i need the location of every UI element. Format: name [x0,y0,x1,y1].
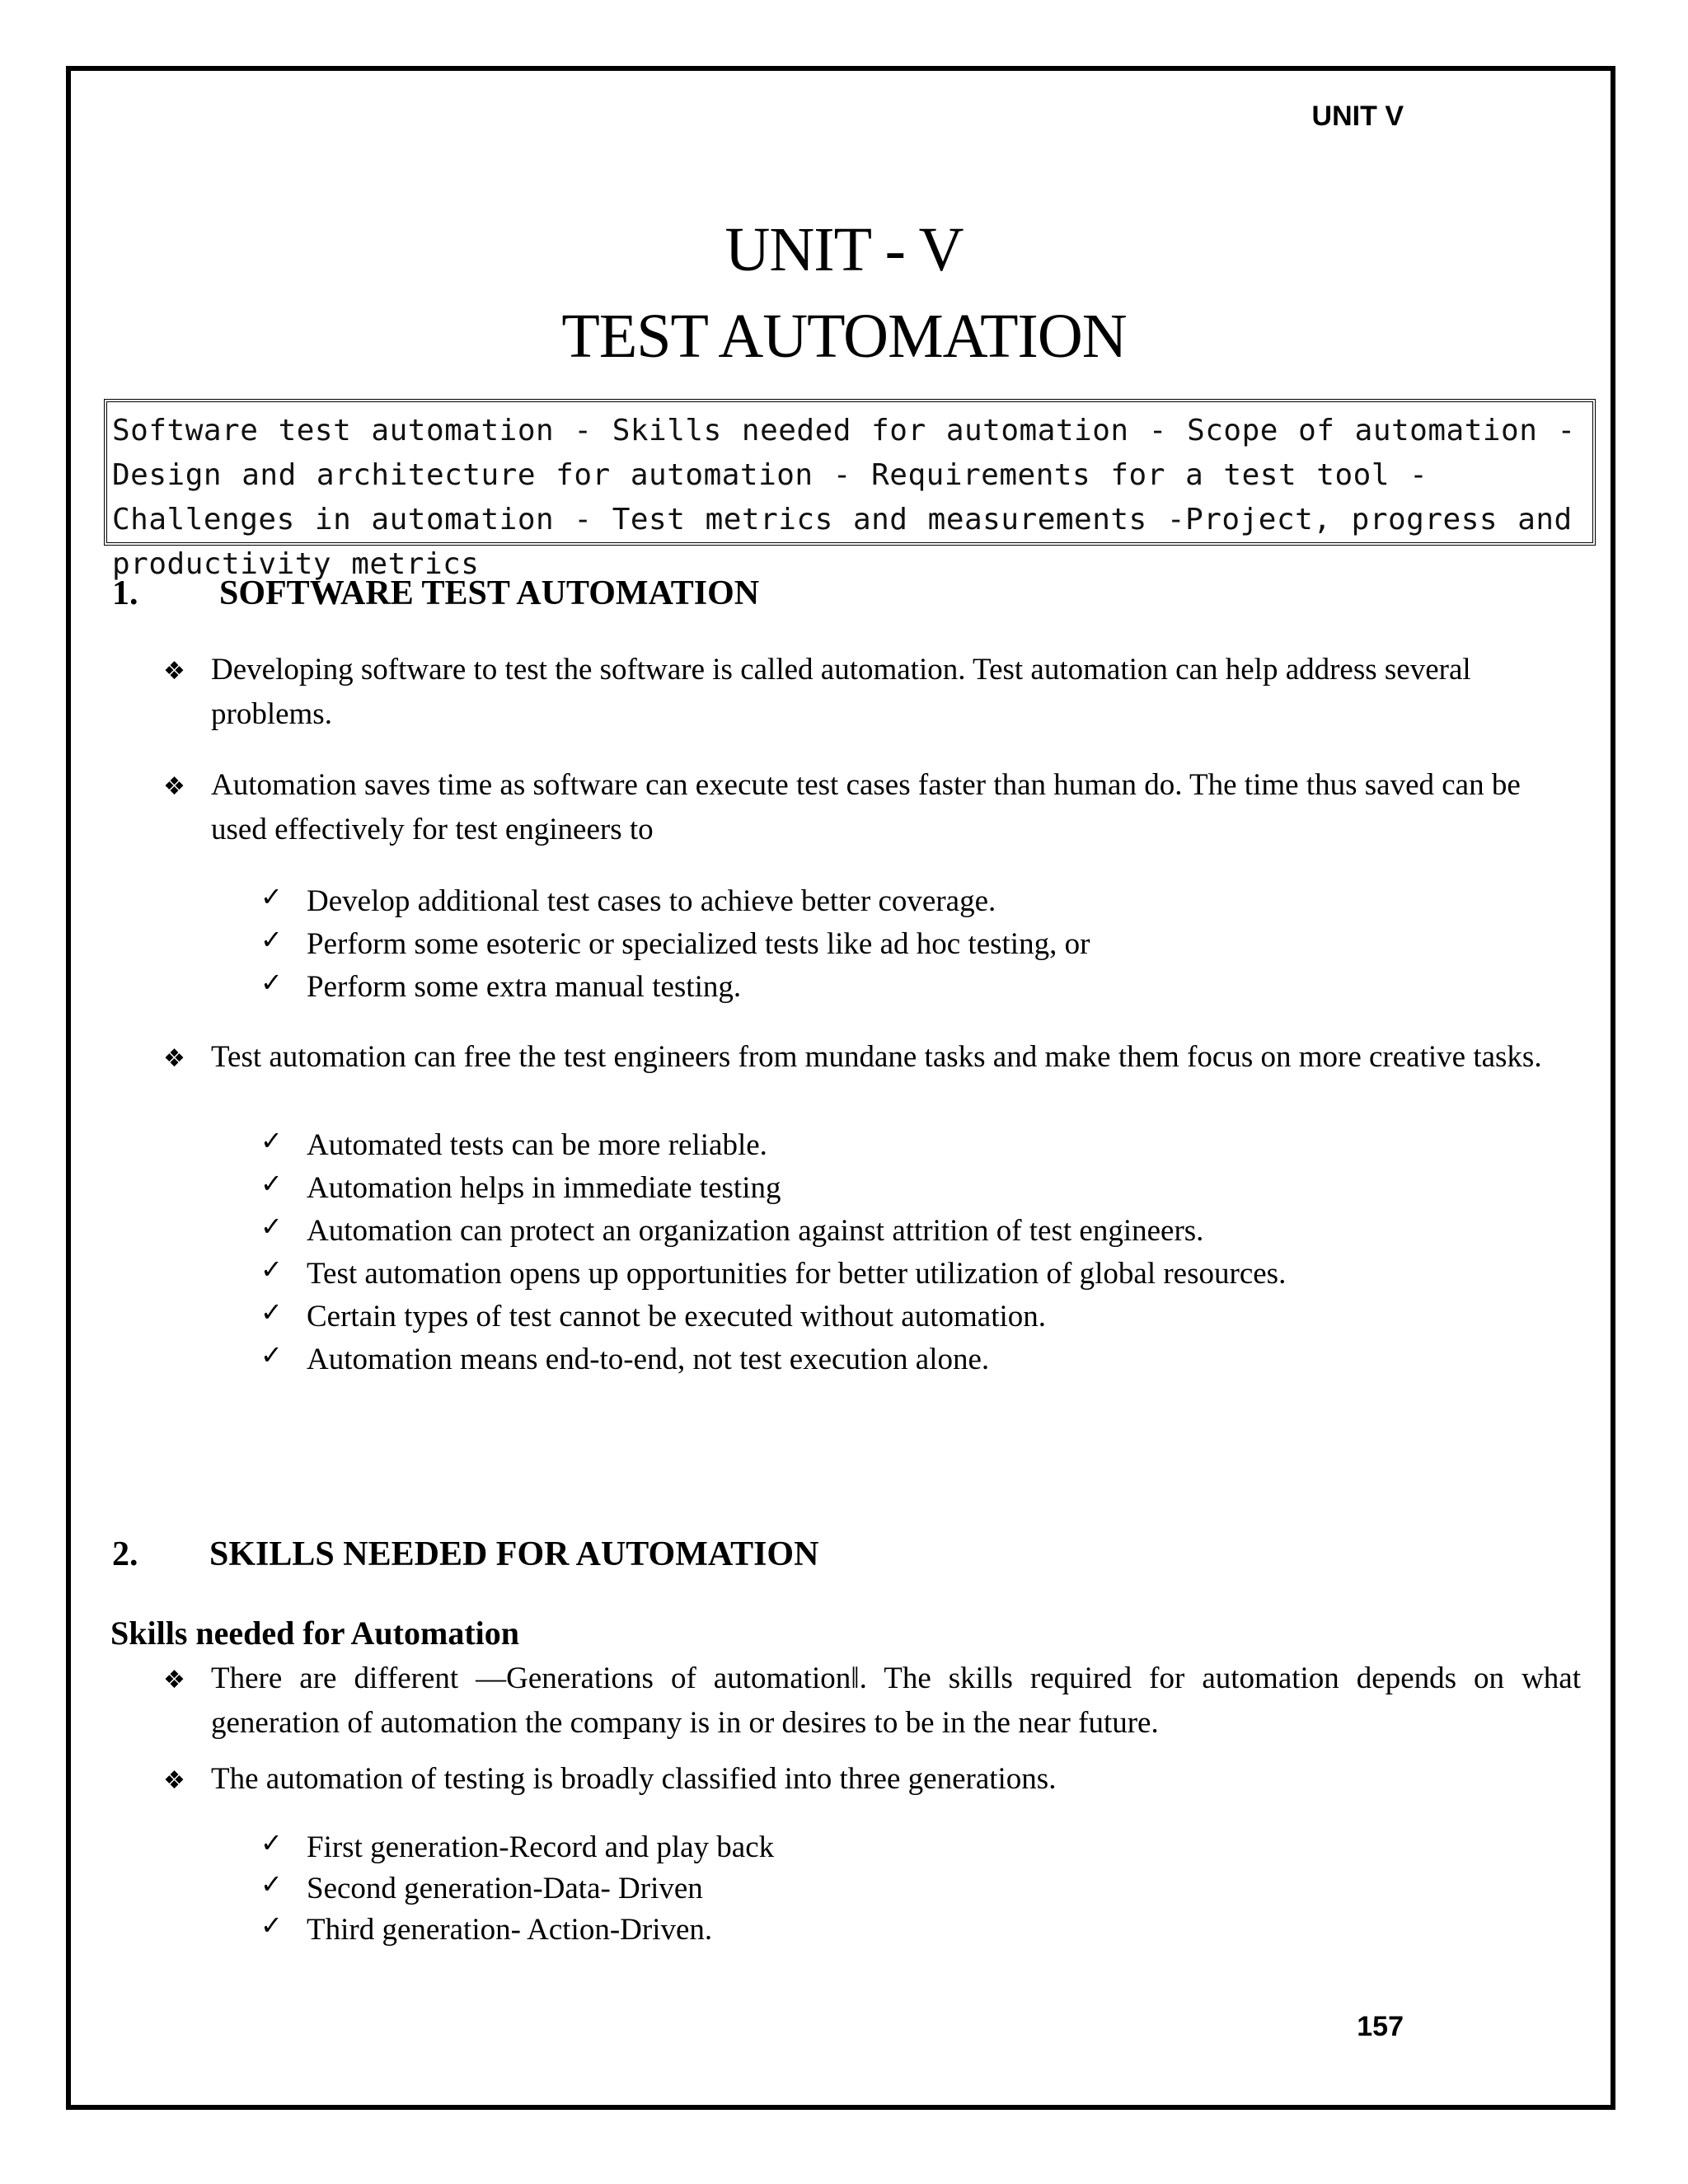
bullet-item: ❖ Developing software to test the software is called automation. Test automation can help address several problems. [163,648,1581,737]
bullet-item: ❖ There are different ―Generations of automation‖. The skills required for automation depends on what generation of automation the company is in or desires to be in the near future. [163,1657,1581,1746]
check-mark-icon: ✓ [260,1339,283,1371]
check-mark-icon: ✓ [260,924,283,955]
bullet-item: ❖ Test automation can free the test engineers from mundane tasks and make them focus on more creative tasks. [163,1035,1581,1080]
check-item: ✓ Second generation-Data- Driven [260,1868,1579,1910]
check-item: ✓ Perform some extra manual testing. [260,966,1579,1009]
page-title: TEST AUTOMATION [561,302,1127,371]
diamond-bullet-icon: ❖ [163,1044,185,1073]
page-border [66,66,1615,2110]
check-item: ✓ Automation means end-to-end, not test execution alone. [260,1338,1579,1381]
section-1-title: SOFTWARE TEST AUTOMATION [219,574,760,612]
diamond-bullet-icon: ❖ [163,772,185,801]
check-mark-icon: ✓ [260,881,283,912]
section-2-subtitle: Skills needed for Automation [110,1615,519,1652]
section-2-number: 2. [112,1535,138,1573]
diamond-bullet-icon: ❖ [163,1666,185,1694]
check-item: ✓ Automated tests can be more reliable. [260,1124,1579,1167]
bullet-item: ❖ Automation saves time as software can execute test cases faster than human do. The time thus saved can be used effectively for test engineers to [163,763,1581,852]
check-item: ✓ Develop additional test cases to achieve better coverage. [260,880,1579,923]
section-1-number: 1. [112,574,138,612]
check-mark-icon: ✓ [260,967,283,998]
syllabus-box: Software test automation - Skills needed for automation - Scope of automation - Design and architecture for automation - Requirements for a test tool - Challenges in automation - Test metrics and measurements -Project, progress and productivity metrics [104,399,1596,546]
page-number: 157 [1357,2011,1404,2042]
check-mark-icon: ✓ [260,1168,283,1199]
header-unit-label: UNIT V [1311,101,1404,132]
check-item: ✓ Automation can protect an organization against attrition of test engineers. [260,1210,1579,1253]
check-item: ✓ Certain types of test cannot be executed without automation. [260,1296,1579,1338]
section-2-title: SKILLS NEEDED FOR AUTOMATION [209,1535,819,1573]
check-item: ✓ Perform some esoteric or specialized tests like ad hoc testing, or [260,923,1579,966]
check-item: ✓ Test automation opens up opportunities for better utilization of global resources. [260,1253,1579,1296]
check-mark-icon: ✓ [260,1910,283,1941]
check-mark-icon: ✓ [260,1868,283,1900]
check-mark-icon: ✓ [260,1211,283,1242]
bullet-item: ❖ The automation of testing is broadly classified into three generations. [163,1757,1581,1802]
check-item: ✓ First generation-Record and play back [260,1826,1579,1869]
diamond-bullet-icon: ❖ [163,1766,185,1795]
check-mark-icon: ✓ [260,1125,283,1156]
check-mark-icon: ✓ [260,1254,283,1285]
check-mark-icon: ✓ [260,1296,283,1328]
check-mark-icon: ✓ [260,1827,283,1858]
check-item: ✓ Third generation- Action-Driven. [260,1909,1579,1952]
page-title-unit: UNIT - V [724,215,964,284]
diamond-bullet-icon: ❖ [163,657,185,686]
check-item: ✓ Automation helps in immediate testing [260,1167,1579,1210]
